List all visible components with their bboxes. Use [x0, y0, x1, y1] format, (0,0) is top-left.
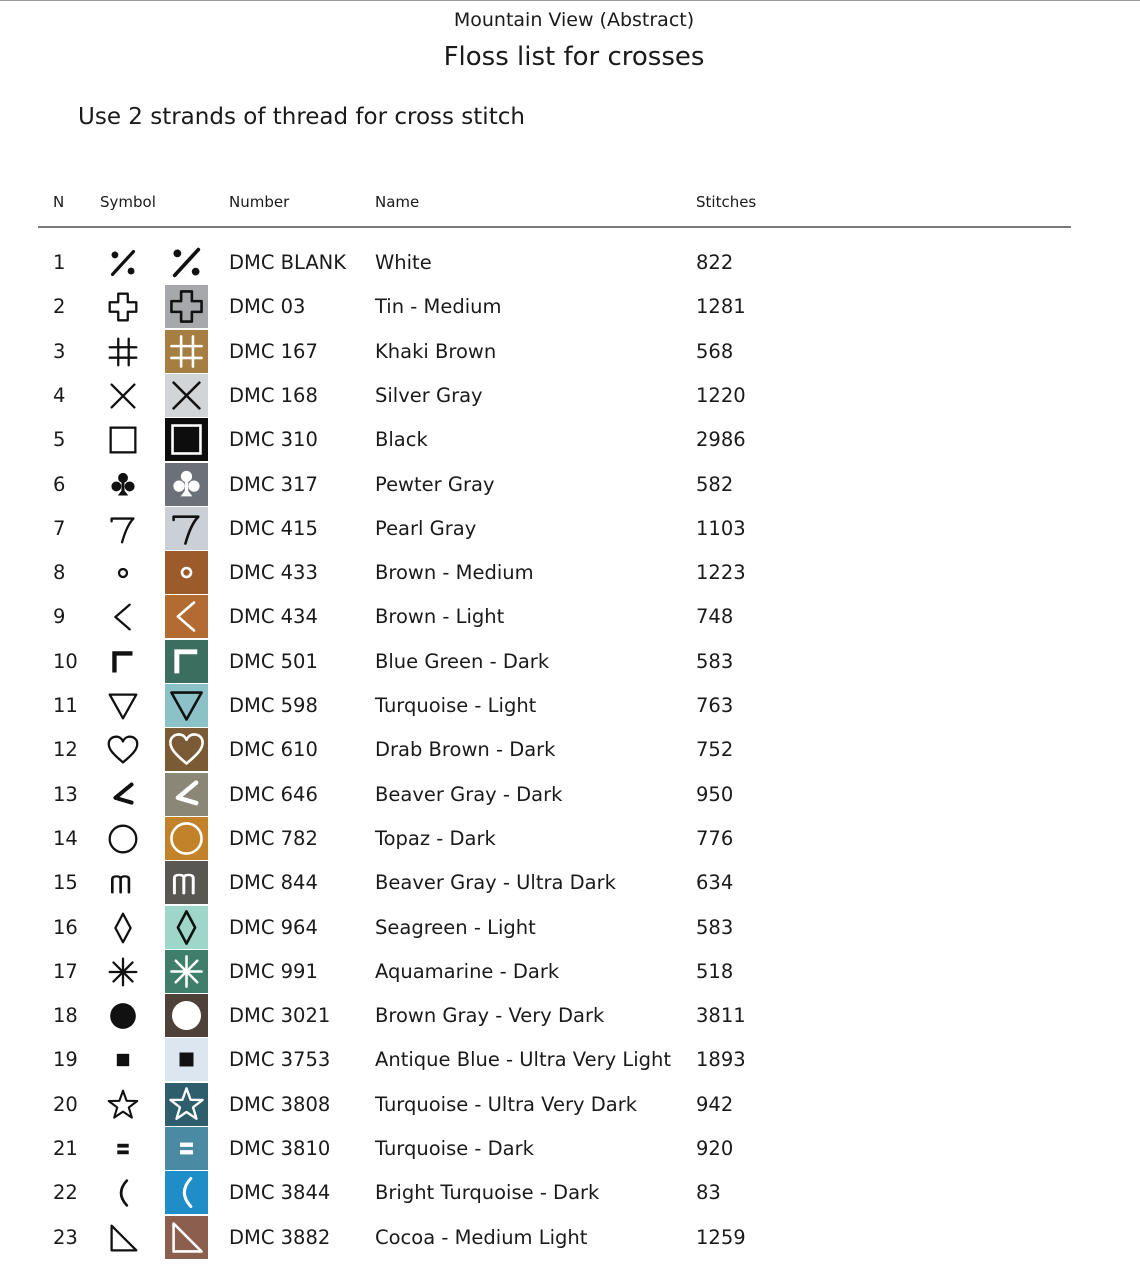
- stitch-count: 1281: [696, 295, 746, 319]
- stitch-count: 1223: [696, 561, 746, 585]
- hash-icon: [165, 330, 208, 373]
- letter-m-icon: [165, 861, 208, 904]
- x-cross-icon: [104, 377, 142, 415]
- stitch-count: 763: [696, 694, 734, 717]
- less-than-icon: [165, 595, 208, 638]
- floss-number: DMC 3882: [229, 1225, 331, 1249]
- club-icon: [165, 463, 208, 506]
- floss-name: Pearl Gray: [375, 516, 477, 540]
- table-row: [0, 684, 1140, 728]
- stitch-count: 583: [696, 915, 734, 939]
- row-number: 7: [53, 516, 66, 540]
- stitch-count: 2986: [696, 428, 746, 452]
- floss-name: Topaz - Dark: [375, 826, 496, 850]
- row-number: 18: [53, 1004, 78, 1028]
- table-row: [0, 595, 1140, 639]
- asterisk-icon: [165, 950, 208, 993]
- row-number: 20: [53, 1092, 78, 1116]
- table-row: [0, 551, 1140, 595]
- stitch-count: 752: [696, 738, 734, 762]
- floss-number: DMC 844: [229, 871, 318, 895]
- triangle-down-icon: [165, 684, 208, 727]
- floss-name: Seagreen - Light: [375, 915, 536, 939]
- floss-name: Turquoise - Dark: [375, 1137, 534, 1160]
- floss-number: DMC 167: [229, 339, 318, 363]
- column-header-name: Name: [375, 193, 420, 211]
- stitch-count: 1259: [696, 1225, 746, 1249]
- floss-number: DMC 501: [229, 649, 318, 673]
- row-number: 6: [53, 472, 66, 496]
- color-swatch: [165, 595, 208, 638]
- floss-name: Beaver Gray - Dark: [375, 782, 563, 806]
- row-number: 13: [53, 782, 78, 806]
- less-than-icon: [104, 598, 142, 636]
- stitch-count: 518: [696, 959, 734, 983]
- floss-number: DMC 782: [229, 826, 318, 850]
- floss-number: DMC 317: [229, 472, 318, 496]
- row-number: 4: [53, 383, 66, 407]
- row-number: 9: [53, 605, 66, 629]
- stitch-count: 83: [696, 1181, 721, 1205]
- color-swatch: [165, 551, 208, 594]
- stitch-count: 568: [696, 339, 734, 363]
- table-row: [0, 507, 1140, 551]
- floss-name: Aquamarine - Dark: [375, 959, 560, 983]
- floss-number: DMC 434: [229, 605, 318, 629]
- row-number: 12: [53, 738, 78, 762]
- asterisk-icon: [104, 953, 142, 991]
- column-header-n: N: [53, 193, 65, 211]
- angle-icon: [165, 773, 208, 816]
- floss-number: DMC BLANK: [229, 251, 347, 274]
- square-outline-icon: [165, 418, 208, 461]
- stitch-count: 1103: [696, 516, 746, 540]
- color-swatch: [165, 374, 208, 417]
- heart-icon: [104, 731, 142, 769]
- table-row: [0, 861, 1140, 905]
- column-header-symbol: Symbol: [100, 193, 156, 211]
- floss-name: White: [375, 251, 432, 274]
- plus-outline-icon: [165, 285, 208, 328]
- plus-outline-icon: [104, 288, 142, 326]
- diamond-icon: [165, 906, 208, 949]
- floss-number: DMC 598: [229, 694, 318, 717]
- floss-name: Brown - Light: [375, 605, 505, 629]
- color-swatch: [165, 640, 208, 683]
- floss-number: DMC 3021: [229, 1004, 331, 1028]
- letter-m-icon: [104, 864, 142, 902]
- color-swatch: [165, 906, 208, 949]
- floss-number: DMC 415: [229, 516, 318, 540]
- row-number: 10: [53, 649, 78, 673]
- corner-icon: [104, 643, 142, 681]
- color-swatch: [165, 330, 208, 373]
- row-number: 21: [53, 1137, 78, 1160]
- stitch-count: 582: [696, 472, 734, 496]
- color-swatch: [165, 1038, 208, 1081]
- percent-icon: [104, 244, 142, 282]
- stitch-count: 822: [696, 251, 734, 274]
- floss-number: DMC 964: [229, 915, 318, 939]
- table-row: [0, 773, 1140, 817]
- circle-outline-icon: [104, 820, 142, 858]
- strand-instruction: Use 2 strands of thread for cross stitch: [78, 104, 525, 130]
- small-circle-icon: [165, 551, 208, 594]
- row-number: 19: [53, 1048, 78, 1072]
- table-row: [0, 285, 1140, 329]
- stitch-count: 1220: [696, 383, 746, 407]
- floss-name: Bright Turquoise - Dark: [375, 1181, 600, 1205]
- circle-outline-icon: [165, 817, 208, 860]
- angle-icon: [104, 776, 142, 814]
- floss-name: Turquoise - Ultra Very Dark: [375, 1092, 638, 1116]
- row-number: 16: [53, 915, 78, 939]
- color-swatch: [165, 507, 208, 550]
- table-row: [0, 1127, 1140, 1171]
- floss-number: DMC 991: [229, 959, 318, 983]
- color-swatch: [165, 285, 208, 328]
- equals-icon: [104, 1130, 142, 1168]
- x-cross-icon: [165, 374, 208, 417]
- table-row: [0, 906, 1140, 950]
- color-swatch: [165, 241, 208, 284]
- color-swatch: [165, 1127, 208, 1170]
- floss-name: Beaver Gray - Ultra Dark: [375, 871, 616, 895]
- right-triangle-icon: [104, 1219, 142, 1257]
- percent-icon: [165, 241, 208, 284]
- column-header-stitches: Stitches: [696, 193, 757, 211]
- seven-icon: [165, 507, 208, 550]
- floss-number: DMC 610: [229, 738, 318, 762]
- small-circle-icon: [104, 554, 142, 592]
- crescent-icon: [104, 1174, 142, 1212]
- club-icon: [104, 466, 142, 504]
- stitch-count: 776: [696, 826, 734, 850]
- floss-name: Blue Green - Dark: [375, 649, 550, 673]
- floss-name: Turquoise - Light: [375, 694, 537, 717]
- filled-square-icon: [165, 1038, 208, 1081]
- table-row: [0, 640, 1140, 684]
- table-row: [0, 241, 1140, 285]
- document-title: Mountain View (Abstract): [453, 9, 695, 31]
- table-row: [0, 728, 1140, 772]
- row-number: 1: [53, 251, 66, 274]
- hash-icon: [104, 333, 142, 371]
- row-number: 5: [53, 428, 66, 452]
- diamond-icon: [104, 909, 142, 947]
- color-swatch: [165, 1216, 208, 1259]
- floss-number: DMC 433: [229, 561, 318, 585]
- corner-icon: [165, 640, 208, 683]
- stitch-count: 748: [696, 605, 734, 629]
- row-number: 2: [53, 295, 66, 319]
- floss-number: DMC 3844: [229, 1181, 331, 1205]
- table-row: [0, 330, 1140, 374]
- floss-name: Cocoa - Medium Light: [375, 1225, 588, 1249]
- floss-number: DMC 646: [229, 782, 318, 806]
- floss-name: Antique Blue - Ultra Very Light: [375, 1048, 672, 1072]
- table-row: [0, 817, 1140, 861]
- square-outline-icon: [104, 421, 142, 459]
- color-swatch: [165, 418, 208, 461]
- floss-number: DMC 03: [229, 295, 306, 319]
- filled-square-icon: [104, 1041, 142, 1079]
- color-swatch: [165, 1083, 208, 1126]
- floss-name: Brown Gray - Very Dark: [375, 1004, 605, 1028]
- document-subtitle: Floss list for crosses: [443, 42, 705, 72]
- heart-icon: [165, 728, 208, 771]
- row-number: 15: [53, 871, 78, 895]
- color-swatch: [165, 463, 208, 506]
- color-swatch: [165, 1171, 208, 1214]
- row-number: 17: [53, 959, 78, 983]
- floss-number: DMC 3810: [229, 1137, 331, 1160]
- table-row: [0, 1216, 1140, 1260]
- filled-circle-icon: [165, 994, 208, 1037]
- row-number: 22: [53, 1181, 78, 1205]
- equals-icon: [165, 1127, 208, 1170]
- star-icon: [104, 1086, 142, 1124]
- stitch-count: 950: [696, 782, 734, 806]
- table-row: [0, 374, 1140, 418]
- stitch-count: 1893: [696, 1048, 746, 1072]
- floss-name: Khaki Brown: [375, 339, 497, 363]
- row-number: 11: [53, 694, 78, 717]
- top-border-line: [0, 0, 1140, 1]
- stitch-count: 942: [696, 1092, 734, 1116]
- table-row: [0, 1038, 1140, 1082]
- color-swatch: [165, 728, 208, 771]
- floss-name: Pewter Gray: [375, 472, 495, 496]
- header-divider: [38, 226, 1071, 228]
- row-number: 8: [53, 561, 66, 585]
- stitch-count: 920: [696, 1137, 734, 1160]
- row-number: 14: [53, 826, 78, 850]
- table-row: [0, 1171, 1140, 1215]
- floss-name: Silver Gray: [375, 383, 483, 407]
- floss-number: DMC 168: [229, 383, 318, 407]
- table-row: [0, 950, 1140, 994]
- row-number: 23: [53, 1225, 78, 1249]
- column-header-number: Number: [229, 193, 290, 211]
- stitch-count: 3811: [696, 1004, 746, 1028]
- table-row: [0, 418, 1140, 462]
- stitch-count: 634: [696, 871, 734, 895]
- crescent-icon: [165, 1171, 208, 1214]
- floss-name: Drab Brown - Dark: [375, 738, 556, 762]
- floss-number: DMC 3808: [229, 1092, 331, 1116]
- row-number: 3: [53, 339, 66, 363]
- floss-name: Brown - Medium: [375, 561, 534, 585]
- filled-circle-icon: [104, 997, 142, 1035]
- color-swatch: [165, 994, 208, 1037]
- right-triangle-icon: [165, 1216, 208, 1259]
- star-icon: [165, 1083, 208, 1126]
- table-row: [0, 994, 1140, 1038]
- triangle-down-icon: [104, 687, 142, 725]
- table-row: [0, 463, 1140, 507]
- color-swatch: [165, 861, 208, 904]
- floss-number: DMC 3753: [229, 1048, 331, 1072]
- color-swatch: [165, 773, 208, 816]
- color-swatch: [165, 684, 208, 727]
- stitch-count: 583: [696, 649, 734, 673]
- color-swatch: [165, 950, 208, 993]
- floss-number: DMC 310: [229, 428, 318, 452]
- floss-name: Tin - Medium: [375, 295, 502, 319]
- floss-name: Black: [375, 428, 428, 452]
- seven-icon: [104, 510, 142, 548]
- table-row: [0, 1083, 1140, 1127]
- color-swatch: [165, 817, 208, 860]
